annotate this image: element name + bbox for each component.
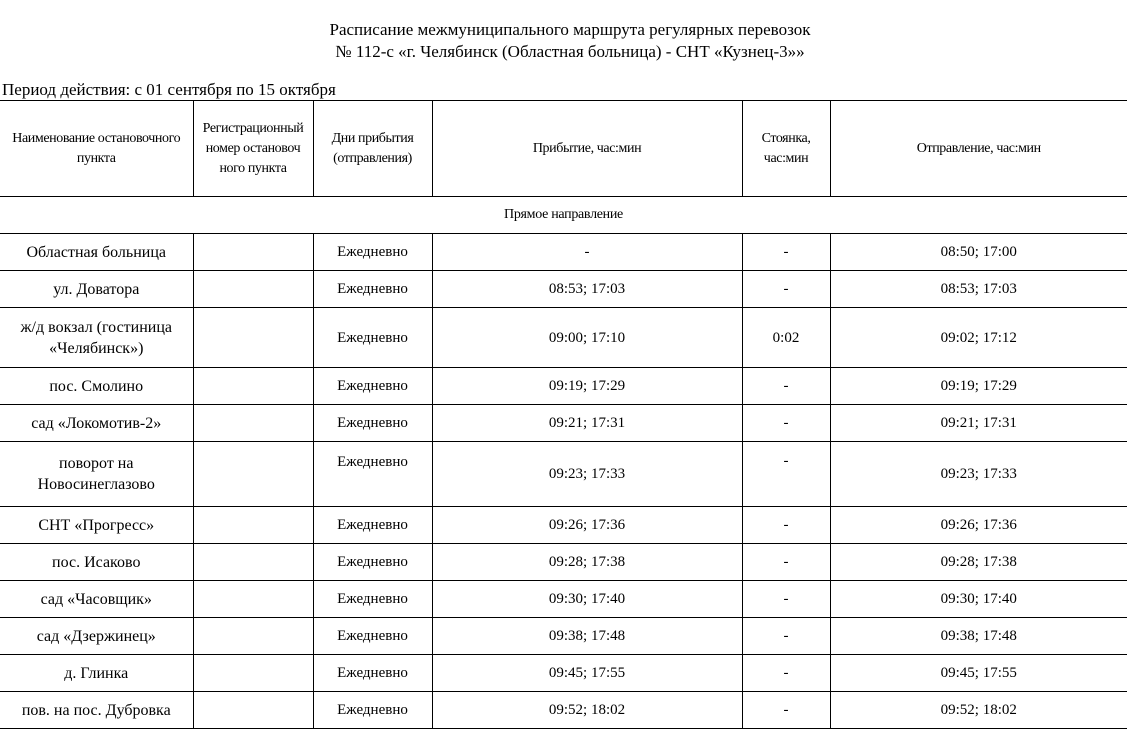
arrival-time: 09:38; 17:48 — [432, 618, 742, 655]
departure-time: 09:30; 17:40 — [830, 581, 1127, 618]
stop-duration: - — [742, 442, 830, 507]
reg-number — [193, 368, 313, 405]
stop-name: пос. Исаково — [0, 544, 193, 581]
stop-duration: - — [742, 405, 830, 442]
reg-number — [193, 507, 313, 544]
validity-period: Период действия: с 01 сентября по 15 октября — [2, 80, 336, 99]
reg-number — [193, 618, 313, 655]
document-title — [0, 19, 1127, 63]
stop-duration: - — [742, 271, 830, 308]
departure-time: 09:21; 17:31 — [830, 405, 1127, 442]
direction-row — [0, 197, 1127, 234]
arrival-time: 08:53; 17:03 — [432, 271, 742, 308]
days: Ежедневно — [313, 368, 432, 405]
direction-label: Прямое направление — [0, 197, 1127, 234]
header-stop-name: Наименование остановочного пункта — [0, 101, 193, 197]
table-row — [0, 692, 1127, 729]
arrival-time: 09:26; 17:36 — [432, 507, 742, 544]
reg-number — [193, 655, 313, 692]
arrival-time: 09:28; 17:38 — [432, 544, 742, 581]
table-row — [0, 234, 1127, 271]
departure-time: 09:28; 17:38 — [830, 544, 1127, 581]
stop-name: Областная больница — [0, 234, 193, 271]
stop-name: сад «Дзержинец» — [0, 618, 193, 655]
header-stop-duration: Стоянка, час:мин — [742, 101, 830, 197]
header-arrival: Прибытие, час:мин — [432, 101, 742, 197]
days: Ежедневно — [313, 405, 432, 442]
stop-duration: - — [742, 507, 830, 544]
stop-name: сад «Локомотив-2» — [0, 405, 193, 442]
stop-name: СНТ «Прогресс» — [0, 507, 193, 544]
header-days: Дни прибытия (отправления) — [313, 101, 432, 197]
arrival-time: 09:45; 17:55 — [432, 655, 742, 692]
reg-number — [193, 234, 313, 271]
schedule-table — [0, 100, 1127, 729]
stop-duration: - — [742, 234, 830, 271]
stop-name: пос. Смолино — [0, 368, 193, 405]
title-line-1: Расписание межмуниципального маршрута регулярных перевозок — [329, 20, 811, 39]
table-row — [0, 618, 1127, 655]
stop-duration: - — [742, 581, 830, 618]
table-row — [0, 655, 1127, 692]
reg-number — [193, 308, 313, 368]
stop-duration: - — [742, 544, 830, 581]
arrival-time: 09:19; 17:29 — [432, 368, 742, 405]
table-row — [0, 405, 1127, 442]
days: Ежедневно — [313, 308, 432, 368]
table-row — [0, 581, 1127, 618]
header-departure: Отправление, час:мин — [830, 101, 1127, 197]
days: Ежедневно — [313, 234, 432, 271]
departure-time: 09:38; 17:48 — [830, 618, 1127, 655]
departure-time: 08:50; 17:00 — [830, 234, 1127, 271]
departure-time: 09:26; 17:36 — [830, 507, 1127, 544]
header-reg-number: Регистрационный номер остановоч ного пункта — [193, 101, 313, 197]
days: Ежедневно — [313, 271, 432, 308]
days: Ежедневно — [313, 581, 432, 618]
title-line-2: № 112-с «г. Челябинск (Областная больница) - СНТ «Кузнец-3»» — [335, 42, 805, 61]
departure-time: 09:45; 17:55 — [830, 655, 1127, 692]
table-row — [0, 368, 1127, 405]
reg-number — [193, 271, 313, 308]
table-row — [0, 308, 1127, 368]
days: Ежедневно — [313, 692, 432, 729]
days: Ежедневно — [313, 544, 432, 581]
stop-name: ж/д вокзал (гостиница «Челябинск») — [0, 308, 193, 368]
stop-duration: 0:02 — [742, 308, 830, 368]
departure-time: 09:52; 18:02 — [830, 692, 1127, 729]
reg-number — [193, 581, 313, 618]
arrival-time: 09:30; 17:40 — [432, 581, 742, 618]
departure-time: 09:02; 17:12 — [830, 308, 1127, 368]
stop-duration: - — [742, 618, 830, 655]
arrival-time: - — [432, 234, 742, 271]
table-row — [0, 544, 1127, 581]
days: Ежедневно — [313, 442, 432, 507]
days: Ежедневно — [313, 507, 432, 544]
table-row — [0, 507, 1127, 544]
stop-duration: - — [742, 655, 830, 692]
stop-name: ул. Доватора — [0, 271, 193, 308]
stop-name: сад «Часовщик» — [0, 581, 193, 618]
days: Ежедневно — [313, 618, 432, 655]
departure-time: 08:53; 17:03 — [830, 271, 1127, 308]
reg-number — [193, 692, 313, 729]
table-row — [0, 271, 1127, 308]
reg-number — [193, 442, 313, 507]
stop-name: пов. на пос. Дубровка — [0, 692, 193, 729]
stop-duration: - — [742, 368, 830, 405]
header-row — [0, 101, 1127, 197]
stop-name: поворот на Новосинеглазово — [0, 442, 193, 507]
table-row — [0, 442, 1127, 507]
departure-time: 09:19; 17:29 — [830, 368, 1127, 405]
departure-time: 09:23; 17:33 — [830, 442, 1127, 507]
reg-number — [193, 544, 313, 581]
arrival-time: 09:21; 17:31 — [432, 405, 742, 442]
arrival-time: 09:00; 17:10 — [432, 308, 742, 368]
arrival-time: 09:52; 18:02 — [432, 692, 742, 729]
stop-name: д. Глинка — [0, 655, 193, 692]
days: Ежедневно — [313, 655, 432, 692]
arrival-time: 09:23; 17:33 — [432, 442, 742, 507]
stop-duration: - — [742, 692, 830, 729]
reg-number — [193, 405, 313, 442]
